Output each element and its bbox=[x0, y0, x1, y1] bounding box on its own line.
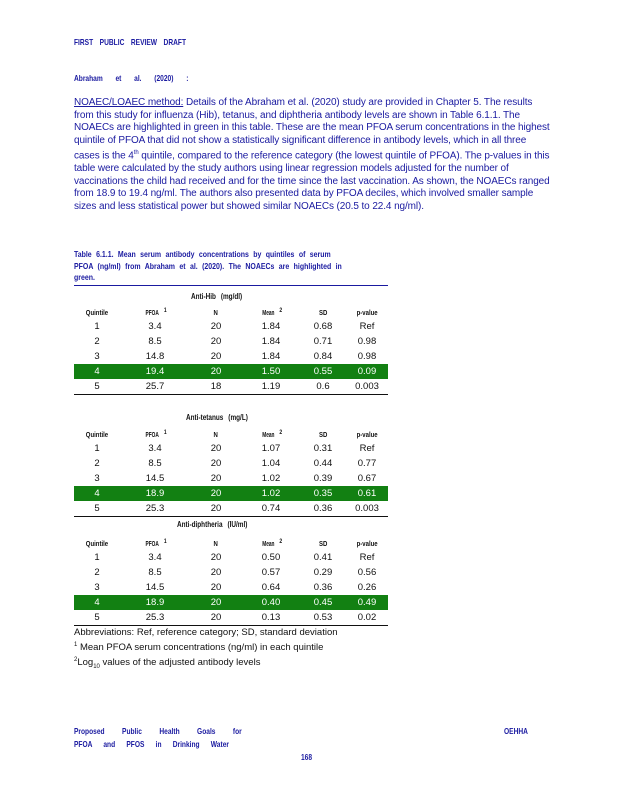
table-row: 3 14.8 20 1.84 0.84 0.98 bbox=[94, 351, 377, 362]
table-row: 3 14.5 20 1.02 0.39 0.67 bbox=[94, 473, 377, 484]
table-row: 5 25.3 20 0.13 0.53 0.02 bbox=[74, 610, 388, 626]
table-row: 2 8.5 20 1.04 0.44 0.77 bbox=[94, 458, 377, 469]
table-title-diphtheria: Anti-diphtheria (IU/ml) bbox=[177, 520, 248, 529]
method-label: NOAEC/LOAEC method: bbox=[74, 97, 184, 108]
paragraph-body-1: Details of the Abraham et al. (2020) study are provided in Chapter 5. The results from this study for influenza (Hib), tetanus, and diphtheria antibody levels are shown in Table 6.1.1. The NOAECs are highlighted in green in this table. These are the mean PFOA serum concentrations in the highest quintile of PFOA that did not show a statistically significant difference in antibody levels, which in all three cases is the 4 bbox=[74, 97, 550, 162]
table-title-hib: Anti-Hib (mg/dl) bbox=[191, 292, 243, 301]
abbreviations-note: Abbreviations: Ref, reference category; SD, standard deviation bbox=[74, 627, 338, 638]
col-quintile: Quintile bbox=[85, 538, 109, 548]
col-mean: Mean $^2$ bbox=[261, 537, 282, 549]
col-sd: SD bbox=[318, 429, 328, 439]
footer-agency: OEHHA bbox=[504, 726, 528, 736]
col-pfoa: PFOA $^1$ bbox=[145, 306, 167, 318]
table-row: 1 3.4 20 1.84 0.68 Ref bbox=[94, 321, 375, 332]
col-pvalue: p-value bbox=[356, 429, 378, 439]
col-pfoa: PFOA $^1$ bbox=[145, 428, 167, 440]
table-row: 3 14.5 20 0.64 0.36 0.26 bbox=[94, 582, 377, 593]
col-n: N bbox=[213, 429, 219, 439]
paragraph-body-2: quintile, compared to the reference category (the lowest quintile of PFOA). The p-values in this table were calculated by the study authors using linear regression models adjusted for the number of vaccinations the child had received and for the time since the last vaccination. As shown, the NOAECs ranged from 18.9 to 19.4 ng/ml. The authors also presented data by PFOA deciles, which involved smaller sample sizes and less statistical power but showed similar NOAECs (20.5 to 22.4 ng/ml). bbox=[74, 150, 550, 213]
table-row: 5 25.7 18 1.19 0.6 0.003 bbox=[74, 379, 388, 395]
col-n: N bbox=[213, 307, 219, 317]
draft-header: FIRST PUBLIC REVIEW DRAFT bbox=[74, 37, 187, 47]
col-pvalue: p-value bbox=[356, 307, 378, 317]
col-pfoa: PFOA $^1$ bbox=[145, 537, 167, 549]
table-row: 1 3.4 20 1.07 0.31 Ref bbox=[94, 443, 375, 454]
noaec-highlighted-row: 4 18.9 20 0.40 0.45 0.49 bbox=[74, 595, 388, 610]
table-row: 1 3.4 20 0.50 0.41 Ref bbox=[94, 552, 375, 563]
table-header-row bbox=[74, 305, 388, 319]
table-row: 2 8.5 20 1.84 0.71 0.98 bbox=[94, 336, 377, 347]
col-quintile: Quintile bbox=[85, 307, 109, 317]
paragraph-sup: th bbox=[133, 150, 139, 157]
noaec-highlighted-row: 4 19.4 20 1.50 0.55 0.09 bbox=[74, 364, 388, 379]
col-sd: SD bbox=[318, 538, 328, 548]
table-header-row bbox=[74, 536, 388, 550]
table-title-tetanus: Anti-tetanus (mg/L) bbox=[186, 413, 248, 422]
page-number: 168 bbox=[301, 752, 313, 762]
table-notes bbox=[74, 627, 338, 673]
table-caption: Table 6.1.1. Mean serum antibody concentrations by quintiles of serum PFOA (ng/ml) from Abraham et al. (2020). The NOAECs are highlighted in green. bbox=[74, 249, 342, 282]
col-mean: Mean $^2$ bbox=[261, 428, 282, 440]
col-pvalue: p-value bbox=[356, 538, 378, 548]
table-anti-hib bbox=[74, 305, 388, 395]
study-heading: Abraham et al. (2020) : bbox=[74, 73, 189, 83]
footer-title-line-1: Proposed Public Health Goals for bbox=[74, 726, 242, 736]
col-quintile: Quintile bbox=[85, 429, 109, 439]
col-n: N bbox=[213, 538, 219, 548]
footnote-1: $^1$ Mean PFOA serum concentrations (ng/ml) in each quintile bbox=[74, 642, 324, 654]
table-anti-tetanus bbox=[74, 427, 388, 517]
table-row: 2 8.5 20 0.57 0.29 0.56 bbox=[94, 567, 377, 578]
col-sd: SD bbox=[318, 307, 328, 317]
table-anti-diphtheria bbox=[74, 536, 388, 626]
method-paragraph bbox=[74, 97, 552, 214]
footnote-2: $^2$Log$_{10}$ values of the adjusted antibody levels bbox=[74, 657, 261, 671]
table-header-row bbox=[74, 427, 388, 441]
noaec-highlighted-row: 4 18.9 20 1.02 0.35 0.61 bbox=[74, 486, 388, 501]
col-mean: Mean $^2$ bbox=[261, 306, 282, 318]
table-row: 5 25.3 20 0.74 0.36 0.003 bbox=[74, 501, 388, 517]
caption-divider bbox=[74, 285, 388, 286]
footer-title-line-2: PFOA and PFOS in Drinking Water bbox=[74, 739, 229, 749]
